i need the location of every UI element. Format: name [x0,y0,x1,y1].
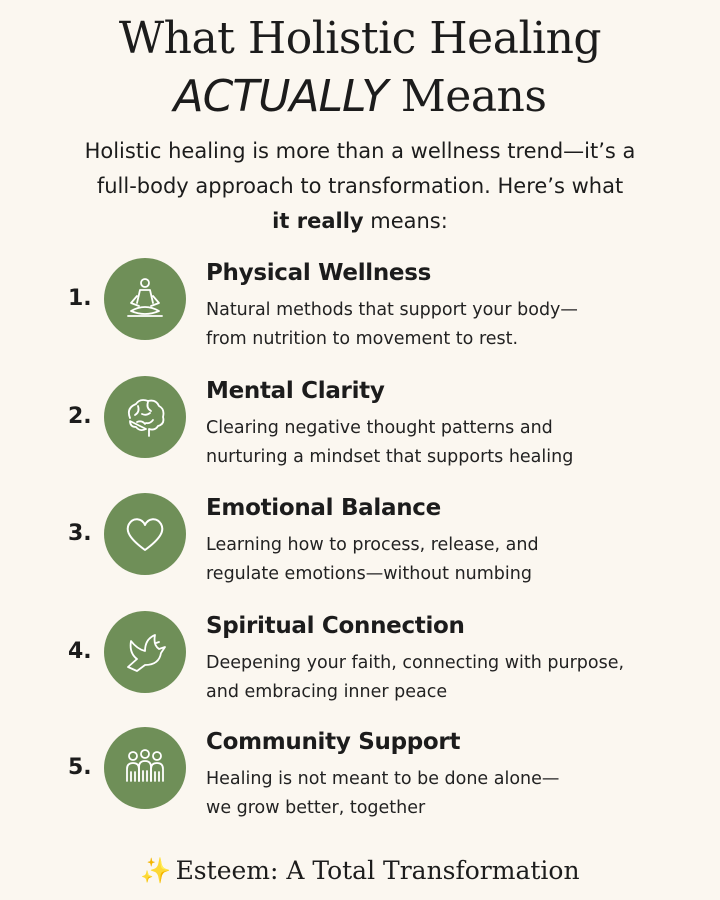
icon-circle [104,493,186,575]
item-number: 4. [68,639,92,664]
item-desc-line-1: Natural methods that support your body— [206,300,578,320]
meditation-icon [120,274,170,324]
list-item-spiritual-connection [0,611,720,711]
item-title: Mental Clarity [206,378,385,404]
item-desc-line-2: we grow better, together [206,798,426,818]
intro-bold: it really [272,209,364,233]
list-item-community-support [0,727,720,827]
item-description [206,531,706,589]
item-number: 5. [68,755,92,780]
icon-circle [104,727,186,809]
title-emphasis: ACTUALLY [173,71,388,122]
icon-circle [104,611,186,693]
intro-line-3-rest: means: [363,209,448,233]
title-line-2-rest: Means [387,71,547,122]
item-desc-line-1: Learning how to process, release, and [206,535,539,555]
item-desc-line-2: from nutrition to movement to rest. [206,329,519,349]
dove-icon [120,627,170,677]
item-title: Emotional Balance [206,495,441,521]
item-title: Physical Wellness [206,260,432,286]
item-description [206,649,706,707]
heart-icon [120,509,170,559]
item-number: 2. [68,404,92,429]
icon-circle [104,376,186,458]
item-desc-line-1: Deepening your faith, connecting with purpose, [206,653,625,673]
item-title: Spiritual Connection [206,613,465,639]
item-desc-line-2: and embracing inner peace [206,682,448,702]
list-item-physical-wellness [0,258,720,358]
item-desc-line-1: Clearing negative thought patterns and [206,418,553,438]
item-desc-line-2: nurturing a mindset that supports healing [206,447,574,467]
community-icon [120,743,170,793]
list-item-mental-clarity [0,376,720,476]
sparkle-icon: ✨ [140,856,172,885]
list-item-emotional-balance [0,493,720,593]
item-desc-line-2: regulate emotions—without numbing [206,564,532,584]
item-title: Community Support [206,729,461,755]
icon-circle [104,258,186,340]
title-line-1: What Holistic Healing [118,13,602,64]
brain-icon [120,392,170,442]
intro-line-2: full-body approach to transformation. Here’s what [96,174,624,198]
footer-tagline [0,856,720,886]
item-description [206,296,706,354]
footer-text: Esteem: A Total Transformation [175,856,580,885]
item-description [206,414,706,472]
intro-line-1: Holistic healing is more than a wellness trend—it’s a [84,139,636,163]
item-number: 1. [68,286,92,311]
item-desc-line-1: Healing is not meant to be done alone— [206,769,560,789]
item-number: 3. [68,521,92,546]
item-description [206,765,706,823]
